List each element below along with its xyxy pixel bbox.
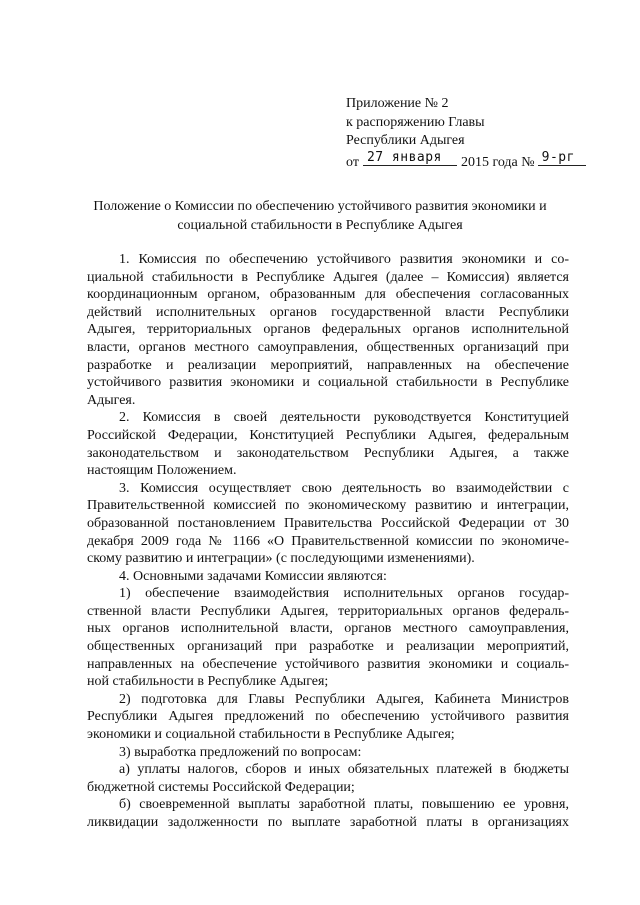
body-line: Адыгея, территориальных органов федеральных органов исполнительной [87, 322, 569, 338]
body-line: 4. Основными задачами Комиссии являются: [119, 568, 387, 584]
handwritten-date: 27 января [366, 149, 442, 165]
body-line: Республики Адыгея предложений по обеспечению устойчивого развития [87, 709, 569, 725]
body-line: а) уплаты налогов, сборов и иных обязательных платежей в бюджеты [119, 762, 569, 778]
body-line: ликвидации задолженности по выплате заработной платы в организациях [87, 815, 569, 830]
body-line: скому развитию и интеграции» (с последующими изменениями). [87, 551, 475, 567]
body-line: 2) подготовка для Главы Республики Адыгея, Кабинета Министров [119, 691, 569, 707]
body-line: 1) обеспечение взаимодействия исполнительных органов государ- [119, 586, 569, 602]
appendix-header [346, 95, 586, 172]
body-line: устойчивого развития экономики и социальной стабильности в Республике [87, 375, 569, 391]
body-line: 3) выработка предложений по вопросам: [119, 744, 362, 760]
year-text: 2015 года № [460, 154, 535, 170]
body-line: разработке и реализации мероприятий, направленных на обеспечение [87, 357, 569, 373]
body-line: Адыгея. [87, 392, 136, 408]
number-blank [538, 151, 586, 166]
body-line: 2. Комиссия в своей деятельности руководствуется Конституцией [119, 410, 569, 426]
body-line: декабря 2009 года № 1166 «О Правительственной комиссии по экономиче- [87, 533, 569, 549]
appendix-order-ref: к распоряжению Главы [346, 114, 485, 130]
body-line: власти, органов местного самоуправления, общественных организаций при [87, 339, 569, 355]
body-line: общественных организаций при разработке и реализации мероприятий, [87, 639, 569, 655]
body-line: циальной стабильности в Республике Адыгея (далее – Комиссия) является [87, 269, 569, 285]
body-line: Правительственной комиссией по экономическому развитию и интеграции, [87, 498, 569, 514]
body-line: действий исполнительных органов государственной власти Республики [87, 304, 569, 320]
body-line: бюджетной системы Российской Федерации; [87, 779, 355, 795]
body-line: направленных на обеспечение устойчивого развития экономики и социаль- [87, 656, 569, 672]
body-line: ной стабильности в Республике Адыгея; [87, 674, 329, 690]
body-line: 3. Комиссия осуществляет свою деятельность во взаимодействии с [119, 480, 569, 496]
body-line: экономики и социальной стабильности в Республике Адыгея; [87, 727, 455, 743]
body-line: образованной постановлением Правительства Российской Федерации от 30 [87, 515, 569, 531]
appendix-number: Приложение № 2 [346, 96, 449, 111]
body-line: ственной власти Республики Адыгея, территориальных органов федераль- [87, 603, 569, 619]
document-body [87, 251, 569, 832]
body-line: б) своевременной выплаты заработной платы, повышению ее уровня, [119, 797, 569, 813]
date-blank [363, 151, 457, 166]
body-line: настоящим Положением. [87, 463, 237, 479]
title-line-1: Положение о Комиссии по обеспечению устойчивого развития экономики и [93, 199, 547, 214]
appendix-republic: Республики Адыгея [346, 133, 465, 148]
body-line: Российской Федерации, Конституцией Республики Адыгея, федеральным [87, 427, 569, 443]
appendix-date-line [346, 151, 586, 173]
body-line: координационным органом, образованным для обеспечения согласованных [87, 287, 569, 303]
title-line-2: социальной стабильности в Республике Адыгея [177, 217, 463, 233]
body-line: законодательством и законодательством Республики Адыгея, а также [87, 445, 569, 461]
from-label: от [346, 154, 359, 170]
handwritten-number: 9-рг [541, 149, 575, 165]
document-title [60, 198, 580, 235]
body-line: ных органов исполнительной власти, органов местного самоуправления, [87, 621, 569, 637]
body-line: 1. Комиссия по обеспечению устойчивого развития экономики и со- [119, 252, 569, 267]
